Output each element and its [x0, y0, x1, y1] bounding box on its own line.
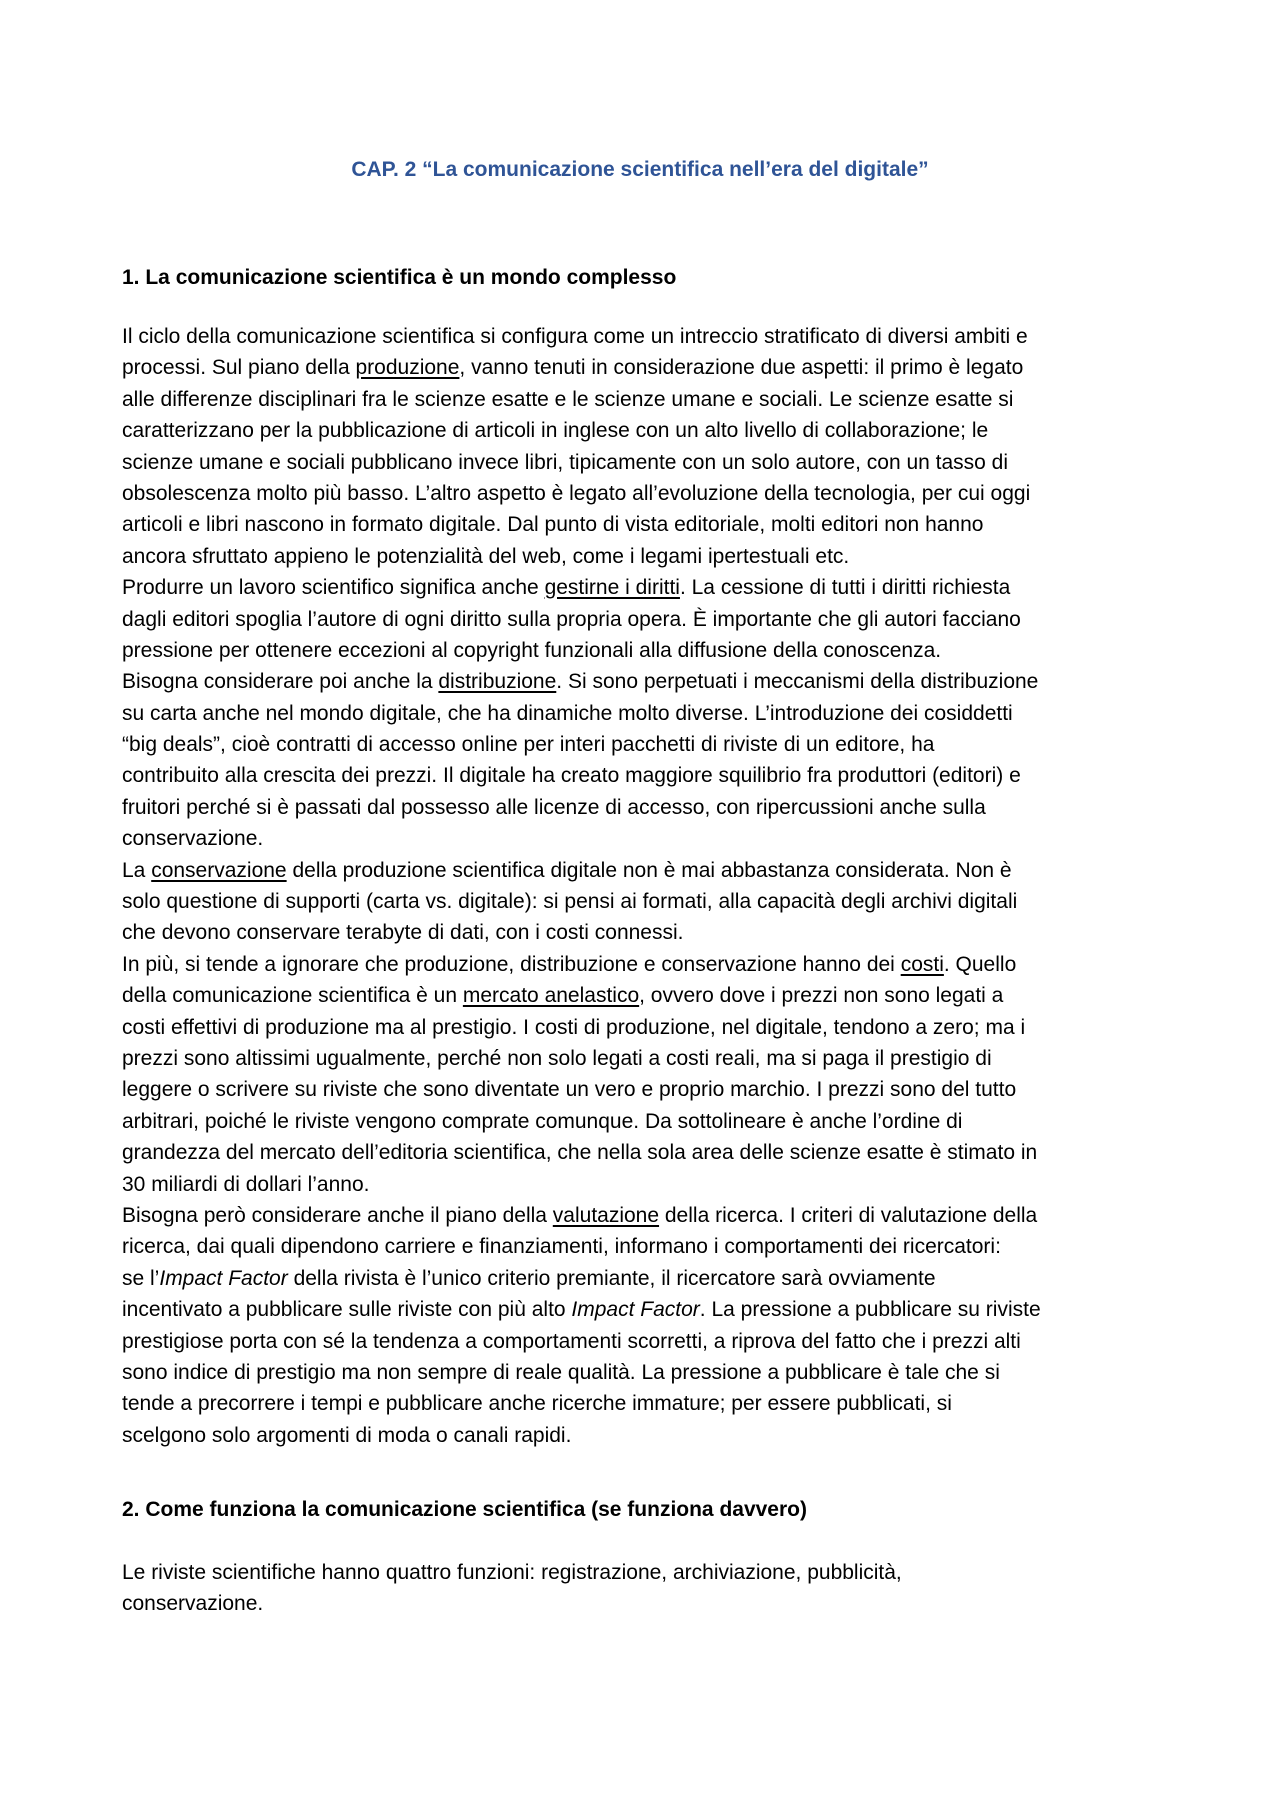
paragraph-line: “big deals”, cioè contratti di accesso online per interi pacchetti di riviste di un editore, ha — [122, 733, 935, 757]
paragraph-line: processi. Sul piano della produzione, vanno tenuti in considerazione due aspetti: il primo è legato — [122, 356, 1024, 380]
underlined-term: distribuzione — [438, 670, 557, 694]
paragraph-line: solo questione di supporti (carta vs. digitale): si pensi ai formati, alla capacità degli archivi digitali — [122, 890, 1018, 914]
paragraph-line: alle differenze disciplinari fra le scienze esatte e le scienze umane e sociali. Le scienze esatte si — [122, 387, 1014, 411]
paragraph-line: 30 miliardi di dollari l’anno. — [122, 1172, 370, 1196]
section-1-body — [122, 321, 1172, 1451]
paragraph-line: caratterizzano per la pubblicazione di articoli in inglese con un alto livello di collaborazione; le — [122, 419, 989, 443]
page-title: CAP. 2 “La comunicazione scientifica nell’era del digitale” — [351, 158, 929, 181]
paragraph-line: scienze umane e sociali pubblicano invece libri, tipicamente con un solo autore, con un tasso di — [122, 450, 1009, 474]
paragraph-line: prestigiose porta con sé la tendenza a comportamenti scorretti, a riprova del fatto che i prezzi alti — [122, 1329, 1021, 1353]
italic-term: Impact Factor — [159, 1266, 288, 1290]
paragraph-line: su carta anche nel mondo digitale, che ha dinamiche molto diverse. L’introduzione dei cosiddetti — [122, 701, 1013, 725]
underlined-term: mercato anelastico — [462, 984, 640, 1008]
paragraph-line: della comunicazione scientifica è un mercato anelastico, ovvero dove i prezzi non sono legati a — [122, 984, 1004, 1008]
paragraph-line: pressione per ottenere eccezioni al copyright funzionali alla diffusione della conoscenza. — [122, 638, 942, 662]
paragraph-line: ancora sfruttato appieno le potenzialità del web, come i legami ipertestuali etc. — [122, 544, 850, 568]
paragraph-line: arbitrari, poiché le riviste vengono comprate comunque. Da sottolineare è anche l’ordine di — [122, 1109, 963, 1133]
paragraph-line: dagli editori spoglia l’autore di ogni diritto sulla propria opera. È importante che gli autori facciano — [122, 607, 1021, 631]
paragraph-line: tende a precorrere i tempi e pubblicare anche ricerche immature; per essere pubblicati, si — [122, 1392, 952, 1416]
paragraph-line: articoli e libri nascono in formato digitale. Dal punto di vista editoriale, molti editori non hanno — [122, 513, 984, 537]
paragraph-line: sono indice di prestigio ma non sempre di reale qualità. La pressione a pubblicare è tale che si — [122, 1360, 1000, 1384]
paragraph-line: incentivato a pubblicare sulle riviste con più alto Impact Factor. La pressione a pubblicare su riviste — [122, 1298, 1041, 1322]
section-heading: 2. Come funziona la comunicazione scientifica (se funziona davvero) — [122, 1498, 807, 1521]
paragraph-line: In più, si tende a ignorare che produzione, distribuzione e conservazione hanno dei costi. Quello — [122, 952, 1017, 976]
paragraph-line: scelgono solo argomenti di moda o canali rapidi. — [122, 1423, 572, 1447]
paragraph-line: La conservazione della produzione scientifica digitale non è mai abbastanza considerata. Non è — [122, 858, 1012, 882]
paragraph-line: Bisogna considerare poi anche la distribuzione. Si sono perpetuati i meccanismi della distribuzione — [122, 670, 1039, 694]
paragraph-line: Produrre un lavoro scientifico significa anche gestirne i diritti. La cessione di tutti i diritti richiesta — [122, 576, 1011, 600]
paragraph-line: leggere o scrivere su riviste che sono diventate un vero e proprio marchio. I prezzi sono del tutto — [122, 1078, 1017, 1102]
underlined-term: costi — [900, 952, 944, 976]
underlined-term: valutazione — [552, 1203, 660, 1227]
underlined-term: gestirne i diritti — [544, 576, 680, 600]
italic-term: Impact Factor — [571, 1298, 700, 1322]
paragraph-line: se l’Impact Factor della rivista è l’unico criterio premiante, il ricercatore sarà ovviamente — [122, 1266, 936, 1290]
section-1 — [122, 262, 1172, 293]
section-2 — [122, 1494, 1172, 1525]
paragraph-line: conservazione. — [122, 827, 264, 851]
paragraph-line: prezzi sono altissimi ugualmente, perché non solo legati a costi reali, ma si paga il prestigio di — [122, 1046, 992, 1070]
paragraph-line: conservazione. — [122, 1592, 264, 1616]
paragraph-line: fruitori perché si è passati dal possesso alle licenze di accesso, con ripercussioni anche sulla — [122, 795, 986, 819]
paragraph-line: ricerca, dai quali dipendono carriere e finanziamenti, informano i comportamenti dei ricercatori: — [122, 1235, 1001, 1259]
paragraph-line: obsolescenza molto più basso. L’altro aspetto è legato all’evoluzione della tecnologia, per cui oggi — [122, 481, 1031, 505]
paragraph-line: contribuito alla crescita dei prezzi. Il digitale ha creato maggiore squilibrio fra produttori (editori) e — [122, 764, 1021, 788]
paragraph-line: Il ciclo della comunicazione scientifica si configura come un intreccio stratificato di diversi ambiti e — [122, 325, 1028, 348]
underlined-term: produzione — [355, 356, 460, 380]
underlined-term: conservazione — [151, 858, 287, 882]
paragraph-line: Bisogna però considerare anche il piano della valutazione della ricerca. I criteri di valutazione della — [122, 1203, 1038, 1227]
paragraph-line: che devono conservare terabyte di dati, con i costi connessi. — [122, 921, 684, 945]
paragraph-line: costi effettivi di produzione ma al prestigio. I costi di produzione, nel digitale, tendono a zero; ma i — [122, 1015, 1026, 1039]
section-2-body — [122, 1557, 1172, 1620]
section-heading: 1. La comunicazione scientifica è un mondo complesso — [122, 266, 677, 289]
paragraph-line: grandezza del mercato dell’editoria scientifica, che nella sola area delle scienze esatte è stimato in — [122, 1141, 1038, 1165]
paragraph-line: Le riviste scientifiche hanno quattro funzioni: registrazione, archiviazione, pubblicità, — [122, 1561, 902, 1584]
